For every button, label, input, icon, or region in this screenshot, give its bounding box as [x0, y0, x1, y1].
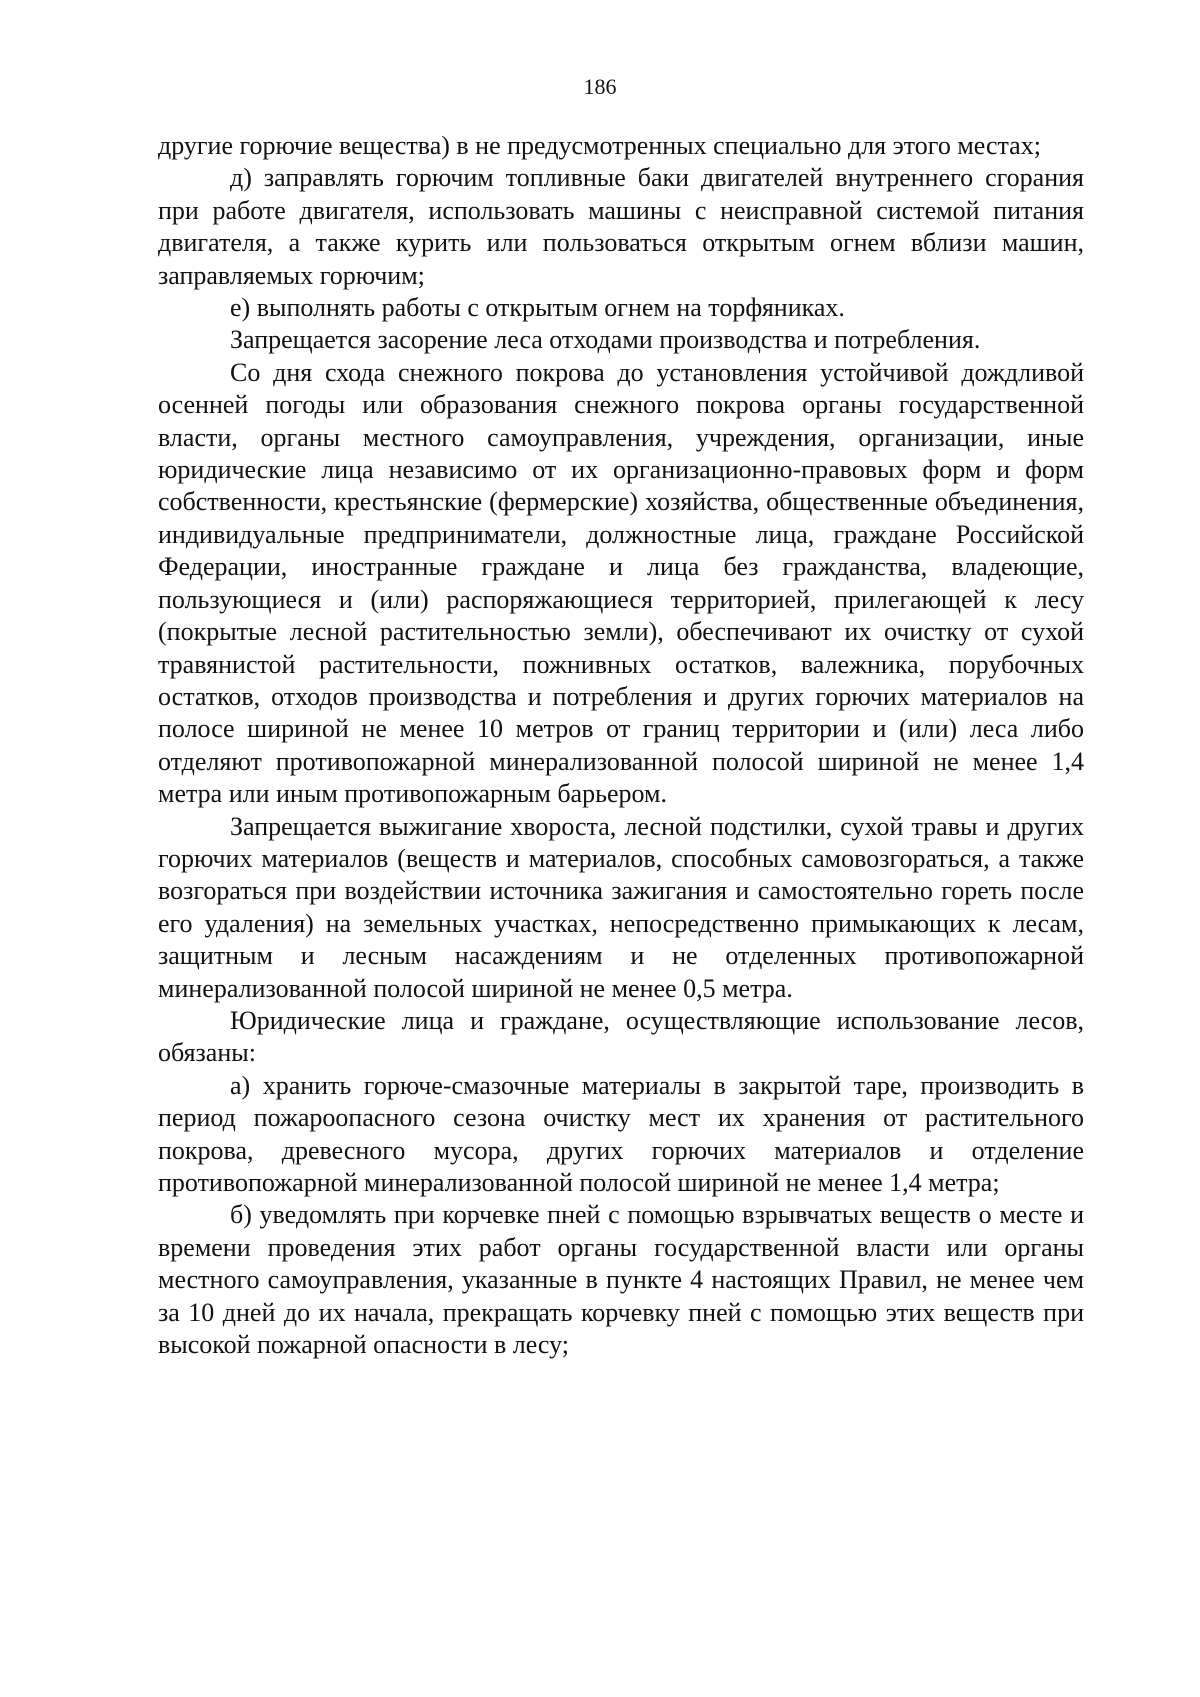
paragraph-item-e: е) выполнять работы с открытым огнем на торфяниках. [230, 293, 845, 323]
paragraph-prohibition-burning: Запрещается выжигание хвороста, лесной подстилки, сухой травы и других горючих материалов (веществ и материалов, способных самовозгораться, а также возгораться при воздействии источника зажигания и самостоятельно гореть после его удаления) на земельных участках, непосредственно примыкающих к лесам, защитным и лесным насаждениям и не отделенных противопожарной минерализованной полосой шириной не менее 0,5 метра. [158, 811, 1084, 1003]
paragraph-obligations-intro: Юридические лица и граждане, осуществляющие использование лесов, обязаны: [158, 1005, 1084, 1068]
paragraph-prohibition-litter: Запрещается засорение леса отходами производства и потребления. [230, 325, 981, 355]
page-number: 186 [583, 74, 617, 99]
paragraph-item-b: б) уведомлять при корчевке пней с помощью взрывчатых веществ о месте и времени проведения этих работ органы государственной власти или органы местного самоуправления, указанные в пункте 4 настоящих Правил, не менее чем за 10 дней до их начала, прекращать корчевку пней с помощью этих веществ при высокой пожарной опасности в лесу; [158, 1200, 1084, 1360]
paragraph-item-a: а) хранить горюче-смазочные материалы в закрытой таре, производить в период пожароопасного сезона очистку мест их хранения от растительного покрова, древесного мусора, других горючих материалов и отделение противопожарной минерализованной полосой шириной не менее 1,4 метра; [158, 1070, 1084, 1197]
paragraph-snow-cover: Со дня схода снежного покрова до установления устойчивой дождливой осенней погоды или образования снежного покрова органы государственной власти, органы местного самоуправления, учреждения, организации, иные юридические лица независимо от их организационно-правовых форм и форм собственности, крестьянские (фермерские) хозяйства, общественные объединения, индивидуальные предприниматели, должностные лица, граждане Российской Федерации, иностранные граждане и лица без гражданства, владеющие, пользующиеся и (или) распоряжающиеся территорией, прилегающей к лесу (покрытые лесной растительностью земли), обеспечивают их очистку от сухой травянистой растительности, пожнивных остатков, валежника, порубочных остатков, отходов производства и потребления и других горючих материалов на полосе шириной не менее 10 метров от границ территории и (или) леса либо отделяют противопожарной минерализованной полосой шириной не менее 1,4 метра или иным противопожарным барьером. [158, 357, 1084, 809]
paragraph-continuation: другие горючие вещества) в не предусмотренных специально для этого местах; [158, 131, 1041, 160]
paragraph-item-d: д) заправлять горючим топливные баки двигателей внутреннего сгорания при работе двигателя, использовать машины с неисправной системой питания двигателя, а также курить или пользоваться открытым огнем вблизи машин, заправляемых горючим; [158, 163, 1084, 290]
document-body [158, 130, 1084, 1361]
